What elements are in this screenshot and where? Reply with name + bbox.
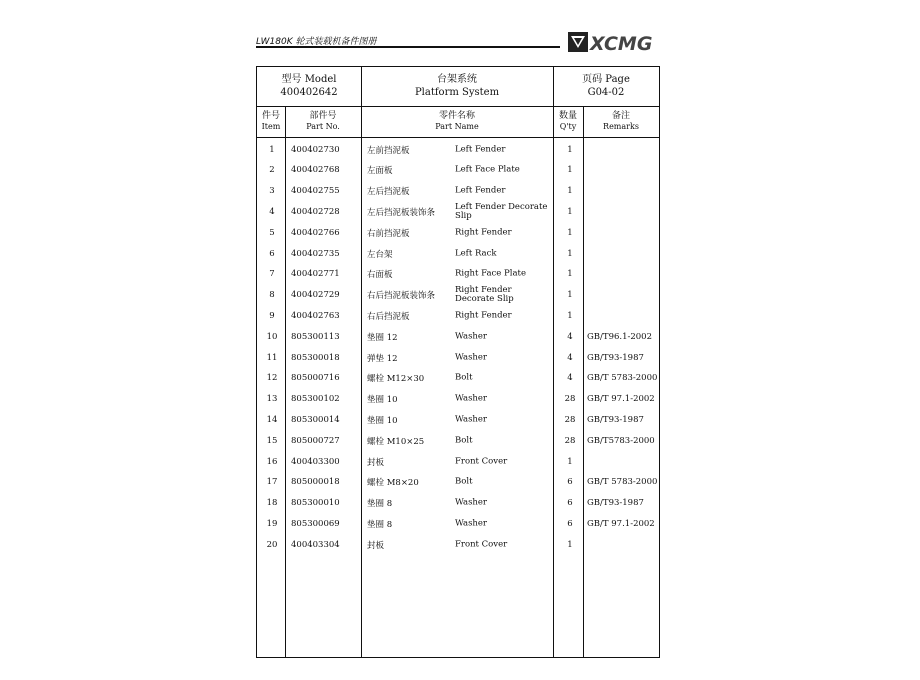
remarks: GB/T93-1987 bbox=[587, 352, 644, 363]
part-name-en: Washer bbox=[455, 352, 487, 363]
table-row bbox=[257, 305, 659, 326]
part-number: 400402771 bbox=[291, 269, 340, 280]
remarks: GB/T 97.1-2002 bbox=[587, 394, 655, 405]
column-header-item-cn: 件号 bbox=[261, 110, 280, 121]
part-name-cn: 螺栓 M10×25 bbox=[367, 436, 425, 447]
table-row bbox=[257, 285, 659, 306]
table-row bbox=[257, 243, 659, 264]
item-number: 17 bbox=[266, 477, 278, 488]
part-number: 400402728 bbox=[291, 206, 340, 217]
item-number: 12 bbox=[266, 373, 278, 384]
part-name-en: Front Cover bbox=[455, 456, 508, 467]
part-name-en: Washer bbox=[455, 518, 487, 529]
column-header-item-en: Item bbox=[261, 122, 281, 132]
remarks: GB/T 97.1-2002 bbox=[587, 518, 655, 529]
part-name-en: Left Rack bbox=[455, 248, 497, 259]
part-number: 400402730 bbox=[291, 144, 340, 155]
part-number: 400402766 bbox=[291, 227, 340, 238]
quantity: 28 bbox=[564, 394, 576, 405]
table-row bbox=[257, 493, 659, 514]
column-header-qty-cn: 数量 bbox=[558, 110, 577, 121]
part-name-en: Right Face Plate bbox=[455, 268, 526, 279]
quantity: 1 bbox=[567, 539, 573, 550]
header-rule bbox=[256, 46, 560, 48]
part-name-cn: 垫圈 8 bbox=[367, 519, 393, 530]
part-number: 805000018 bbox=[291, 477, 340, 488]
part-name-en: Right Fender Decorate Slip bbox=[455, 285, 514, 305]
part-number: 805300010 bbox=[291, 498, 340, 509]
quantity: 4 bbox=[567, 331, 573, 342]
column-header-name bbox=[361, 106, 553, 137]
part-name-cn: 弹垫 12 bbox=[367, 353, 398, 364]
item-number: 18 bbox=[266, 498, 278, 509]
part-name-cn: 左后挡泥板 bbox=[367, 187, 410, 198]
part-number: 400402763 bbox=[291, 310, 340, 321]
quantity: 28 bbox=[564, 414, 576, 425]
catalog-title: LW180K 轮式装载机备件图册 bbox=[256, 37, 377, 47]
item-number: 5 bbox=[269, 227, 275, 238]
part-name-cn: 螺栓 M8×20 bbox=[367, 478, 419, 489]
part-name-en: Left Face Plate bbox=[455, 164, 520, 175]
part-name-en: Left Fender bbox=[455, 185, 506, 196]
quantity: 1 bbox=[567, 186, 573, 197]
part-name-cn: 垫圈 10 bbox=[367, 415, 398, 426]
table-row bbox=[257, 430, 659, 451]
part-name-en: Left Fender bbox=[455, 144, 506, 155]
column-header-qty-en: Q'ty bbox=[559, 122, 577, 132]
quantity: 6 bbox=[567, 498, 573, 509]
model-cell bbox=[257, 67, 361, 106]
item-number: 4 bbox=[269, 206, 275, 217]
part-number: 400402755 bbox=[291, 186, 340, 197]
part-name-cn: 左面板 bbox=[367, 166, 393, 177]
table-row bbox=[257, 222, 659, 243]
part-name-en: Washer bbox=[455, 497, 487, 508]
part-name-cn: 封板 bbox=[367, 540, 385, 551]
item-number: 10 bbox=[266, 331, 278, 342]
part-name-cn: 垫圈 10 bbox=[367, 395, 398, 406]
remarks: GB/T 5783-2000 bbox=[587, 477, 658, 488]
item-number: 9 bbox=[269, 310, 275, 321]
table-row bbox=[257, 368, 659, 389]
part-number: 400402729 bbox=[291, 290, 340, 301]
system-name-en: Platform System bbox=[414, 86, 500, 98]
quantity: 6 bbox=[567, 477, 573, 488]
logo-text: XCMG bbox=[590, 33, 653, 53]
remarks: GB/T96.1-2002 bbox=[587, 331, 652, 342]
part-name-en: Washer bbox=[455, 331, 487, 342]
part-number: 805300113 bbox=[291, 331, 340, 342]
part-number: 400403304 bbox=[291, 539, 340, 550]
part-name-en: Bolt bbox=[455, 372, 473, 383]
item-number: 16 bbox=[266, 456, 278, 467]
quantity: 1 bbox=[567, 206, 573, 217]
grid-line bbox=[257, 137, 659, 138]
model-value: 400402642 bbox=[280, 86, 338, 98]
quantity: 4 bbox=[567, 373, 573, 384]
item-number: 13 bbox=[266, 394, 278, 405]
xcmg-logo-icon bbox=[568, 31, 662, 53]
item-number: 6 bbox=[269, 248, 275, 259]
part-number: 400402768 bbox=[291, 165, 340, 176]
part-number: 805000727 bbox=[291, 435, 340, 446]
item-number: 11 bbox=[266, 352, 278, 363]
part-name-en: Front Cover bbox=[455, 539, 508, 550]
part-name-en: Right Fender bbox=[455, 310, 512, 321]
column-header-part-en: Part No. bbox=[306, 122, 340, 132]
part-number: 805300102 bbox=[291, 394, 340, 405]
quantity: 1 bbox=[567, 456, 573, 467]
item-number: 7 bbox=[269, 269, 275, 280]
column-header-remarks-cn: 备注 bbox=[611, 110, 630, 121]
table-row bbox=[257, 326, 659, 347]
remarks: GB/T 5783-2000 bbox=[587, 373, 658, 384]
item-number: 20 bbox=[266, 539, 278, 550]
xcmg-logo bbox=[568, 31, 662, 53]
page-cell bbox=[553, 67, 659, 106]
part-number: 805000716 bbox=[291, 373, 340, 384]
part-name-cn: 封板 bbox=[367, 457, 385, 468]
part-name-en: Washer bbox=[455, 393, 487, 404]
part-name-en: Washer bbox=[455, 414, 487, 425]
item-number: 14 bbox=[266, 414, 278, 425]
quantity: 1 bbox=[567, 165, 573, 176]
item-number: 1 bbox=[269, 144, 275, 155]
page-label: 页码 Page bbox=[582, 74, 630, 85]
item-number: 15 bbox=[266, 435, 278, 446]
remarks: GB/T93-1987 bbox=[587, 498, 644, 509]
parts-sheet bbox=[256, 66, 660, 658]
part-name-en: Bolt bbox=[455, 435, 473, 446]
item-number: 3 bbox=[269, 186, 275, 197]
column-header-part-cn: 部件号 bbox=[309, 110, 337, 121]
part-name-cn: 左台架 bbox=[367, 249, 393, 260]
quantity: 1 bbox=[567, 290, 573, 301]
part-name-en: Bolt bbox=[455, 476, 473, 487]
part-name-cn: 右后挡泥板 bbox=[367, 311, 410, 322]
table-row bbox=[257, 139, 659, 160]
quantity: 28 bbox=[564, 435, 576, 446]
table-row bbox=[257, 264, 659, 285]
system-name-cn: 台架系统 bbox=[437, 74, 477, 85]
item-number: 19 bbox=[266, 518, 278, 529]
part-number: 805300018 bbox=[291, 352, 340, 363]
part-name-en: Right Fender bbox=[455, 227, 512, 238]
quantity: 1 bbox=[567, 269, 573, 280]
model-label: 型号 Model bbox=[281, 74, 337, 85]
table-row bbox=[257, 472, 659, 493]
table-row bbox=[257, 389, 659, 410]
part-name-cn: 右面板 bbox=[367, 270, 393, 281]
system-cell bbox=[361, 67, 553, 106]
table-row bbox=[257, 409, 659, 430]
column-header-part bbox=[285, 106, 361, 137]
table-row bbox=[257, 347, 659, 368]
part-name-cn: 左后挡泥板装饰条 bbox=[367, 207, 436, 218]
part-name-cn: 右前挡泥板 bbox=[367, 228, 410, 239]
part-name-cn: 垫圈 8 bbox=[367, 499, 393, 510]
quantity: 6 bbox=[567, 518, 573, 529]
part-name-en: Left Fender Decorate Slip bbox=[455, 201, 548, 221]
column-header-remarks-en: Remarks bbox=[603, 122, 639, 132]
column-header-name-en: Part Name bbox=[435, 122, 479, 132]
table-row bbox=[257, 160, 659, 181]
part-number: 400402735 bbox=[291, 248, 340, 259]
column-header-name-cn: 零件名称 bbox=[438, 110, 475, 121]
remarks: GB/T93-1987 bbox=[587, 414, 644, 425]
document-header bbox=[256, 28, 662, 58]
quantity: 1 bbox=[567, 227, 573, 238]
table-row bbox=[257, 534, 659, 555]
quantity: 4 bbox=[567, 352, 573, 363]
quantity: 1 bbox=[567, 248, 573, 259]
quantity: 1 bbox=[567, 144, 573, 155]
part-name-cn: 垫圈 12 bbox=[367, 332, 398, 343]
part-name-cn: 螺栓 M12×30 bbox=[367, 374, 425, 385]
remarks: GB/T5783-2000 bbox=[587, 435, 655, 446]
column-header-item bbox=[257, 106, 285, 137]
item-number: 2 bbox=[269, 165, 275, 176]
part-name-cn: 右后挡泥板装饰条 bbox=[367, 291, 436, 302]
table-row bbox=[257, 201, 659, 222]
table-row bbox=[257, 451, 659, 472]
part-number: 400403300 bbox=[291, 456, 340, 467]
table-row bbox=[257, 181, 659, 202]
column-header-qty bbox=[553, 106, 583, 137]
part-number: 805300014 bbox=[291, 414, 340, 425]
table-row bbox=[257, 513, 659, 534]
part-name-cn: 左前挡泥板 bbox=[367, 145, 410, 156]
item-number: 8 bbox=[269, 290, 275, 301]
part-number: 805300069 bbox=[291, 518, 340, 529]
quantity: 1 bbox=[567, 310, 573, 321]
page-value: G04-02 bbox=[587, 86, 625, 98]
column-header-remarks bbox=[583, 106, 659, 137]
